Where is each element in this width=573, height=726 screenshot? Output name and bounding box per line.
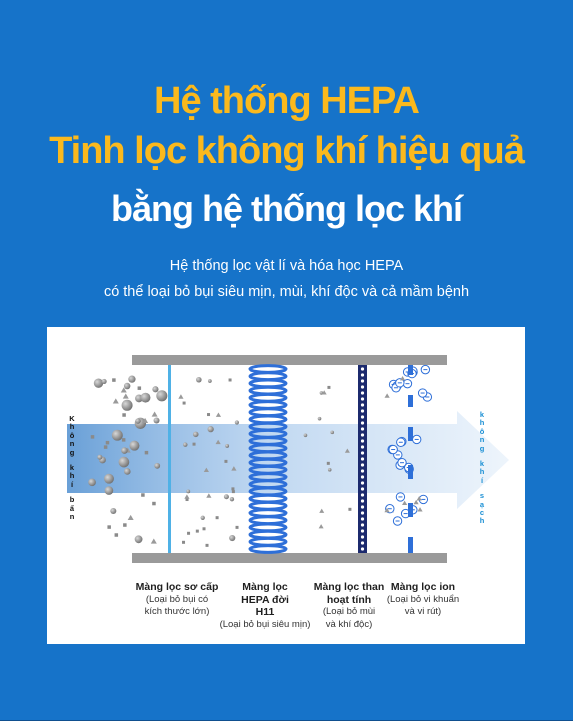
dust-particle [224,494,229,499]
stage-4-name: Màng lọc ion [390,581,456,593]
dust-particle-square [104,445,108,449]
carbon-dot [361,385,364,388]
dust-particle-triangle [178,394,183,398]
dust-particle-triangle [385,393,390,397]
carbon-dot [361,529,364,532]
carbon-dot [361,409,364,412]
title-line-1: Hệ thống HEPA [154,80,419,122]
dust-particle-triangle [417,507,422,511]
carbon-dot [361,439,364,442]
carbon-dot [361,427,364,430]
title-line-3: bằng hệ thống lọc khí [111,188,462,229]
dust-particle-square [203,527,206,530]
dust-particle-square [182,541,185,544]
dust-particle-square [224,460,227,463]
carbon-dot [361,403,364,406]
dust-particle [304,433,308,437]
dust-particle-triangle [400,376,405,380]
ion-filter-segment [408,395,413,407]
dust-particle-square [187,532,190,535]
dust-particle-square [112,378,116,382]
dust-particle-square [207,413,210,416]
dust-particle [193,432,199,438]
dust-particle-square [193,443,196,446]
dust-particle [110,508,116,514]
dust-particle [196,377,202,383]
stage-1-caption [127,581,227,619]
carbon-dot [361,367,364,370]
carbon-dot [361,547,364,550]
carbon-dot [361,463,364,466]
dust-particle [208,426,214,432]
dust-particle [88,479,96,487]
ion-filter-segment [408,503,413,517]
clean-air-label: k h ô n g k h í s ạ c h [479,410,485,526]
stage-3-name: Màng lọc than hoạt tính [313,581,385,606]
carbon-dot [361,415,364,418]
carbon-dot [361,397,364,400]
dust-particle-square [141,493,145,497]
dust-particle-triangle [151,539,157,544]
subtitle-line-1: Hệ thống lọc vật lí và hóa học HEPA [169,258,404,274]
dust-particle-square [216,516,219,519]
dust-particle-square [152,502,156,506]
bottom-strip [0,720,573,726]
pre-filter [168,365,171,553]
dust-particle-square [183,402,186,405]
dust-particle [229,535,235,541]
hepa-coil-ring [250,546,286,553]
dust-particle-square [122,413,126,417]
stage-1-desc: (Loại bỏ bụi có kích thước lớn) [144,593,210,617]
dust-particle-triangle [152,412,158,417]
carbon-dot [361,481,364,484]
carbon-dot [361,523,364,526]
ion-filter-segment [408,465,413,479]
dust-particle-square [123,523,127,527]
dust-particle [124,468,131,475]
dust-particle [208,379,212,383]
dust-particle [201,516,205,520]
carbon-dot [361,421,364,424]
dust-particle [154,463,160,469]
dust-particle [97,455,102,460]
dust-particle-triangle [113,398,119,403]
dust-particle-square [145,451,149,455]
air-flow-arrow [67,411,509,509]
carbon-dot [361,445,364,448]
dust-particle [183,442,187,446]
filter-diagram-panel [47,327,525,644]
stage-3-caption [309,581,389,631]
ion-filter-segment [408,427,413,441]
dust-particle-square [236,526,239,529]
dust-particle-triangle [123,394,129,399]
carbon-dot [361,373,364,376]
dust-particle-square [206,544,209,547]
stage-4-caption [385,581,461,619]
stage-4-desc: (Loại bỏ vi khuẩn và vi rút) [386,593,460,617]
carbon-dot [361,433,364,436]
carbon-dot [361,451,364,454]
dust-particle [135,535,143,543]
dust-particle [104,474,114,484]
ion-filter-segment [408,365,413,375]
stage-2-name: Màng lọc HEPA đời H11 [241,581,289,618]
dust-particle-triangle [319,524,324,528]
dust-particle-triangle [128,515,134,520]
dust-particle-triangle [206,493,211,497]
dust-particle [186,490,190,494]
stage-1-name: Màng lọc sơ cấp [135,581,219,593]
carbon-dot [361,457,364,460]
dust-particle-square [115,533,119,537]
dust-particle-square [106,441,110,445]
dust-particle-square [232,490,235,493]
dust-particle [141,393,151,403]
dust-particle [328,468,332,472]
carbon-dot [361,505,364,508]
dust-particle [124,383,130,389]
carbon-dot [361,391,364,394]
carbon-dot [361,535,364,538]
carbon-dot [361,379,364,382]
dust-particle [152,386,158,392]
dust-particle [154,417,160,423]
carbon-dot [361,487,364,490]
title-line-2: Tinh lọc không khí hiệu quả [49,130,524,172]
dust-particle-square [348,508,351,511]
carbon-dot [361,493,364,496]
stage-2-caption [215,581,315,631]
dust-particle [119,457,130,468]
stage-2-desc: (Loại bỏ bụi siêu mịn) [219,618,311,630]
ion-filter-segment [408,537,413,553]
dust-particle [330,431,334,435]
dust-particle [105,486,114,495]
dust-particle [122,400,133,411]
dust-particle-square [138,386,142,390]
dust-particle [225,444,229,448]
carbon-dot [361,499,364,502]
top-rail [132,355,447,365]
dust-particle-square [229,378,232,381]
carbon-dot [361,541,364,544]
dust-particle [318,417,322,421]
dust-particle-square [196,530,199,533]
carbon-dot [361,511,364,514]
dust-particle [129,441,139,451]
dirty-air-label: K h ô n g k h í b ẩ n [69,414,75,522]
dust-particle-square [231,487,234,490]
dust-particle [94,379,103,388]
dust-particle-triangle [402,501,407,505]
carbon-dot [361,475,364,478]
dust-particle-square [122,438,126,442]
bottom-rail [132,553,447,563]
dust-particle-triangle [414,500,419,504]
dust-particle-square [107,525,111,529]
stage-3-desc: (Loại bỏ mùi và khí độc) [322,606,376,630]
dust-particle-triangle [319,509,324,513]
hepa-filter [250,366,286,553]
dust-particle-square [327,386,330,389]
carbon-dot [361,469,364,472]
dust-particle [135,418,140,423]
subtitle-line-2: có thể loại bỏ bụi siêu mịn, mùi, khí độc và cả mầm bệnh [103,284,470,300]
dust-particle [112,430,123,441]
dust-particle-triangle [216,412,221,416]
carbon-dot [361,517,364,520]
dust-particle [230,497,234,501]
dust-particle [128,376,135,383]
dust-particle [121,447,128,454]
dust-particle-square [327,462,330,465]
dust-particle-triangle [184,494,189,498]
dust-particle [102,379,107,384]
dust-particle [156,390,167,401]
dust-particle [235,420,239,424]
dust-particle-square [91,435,95,439]
